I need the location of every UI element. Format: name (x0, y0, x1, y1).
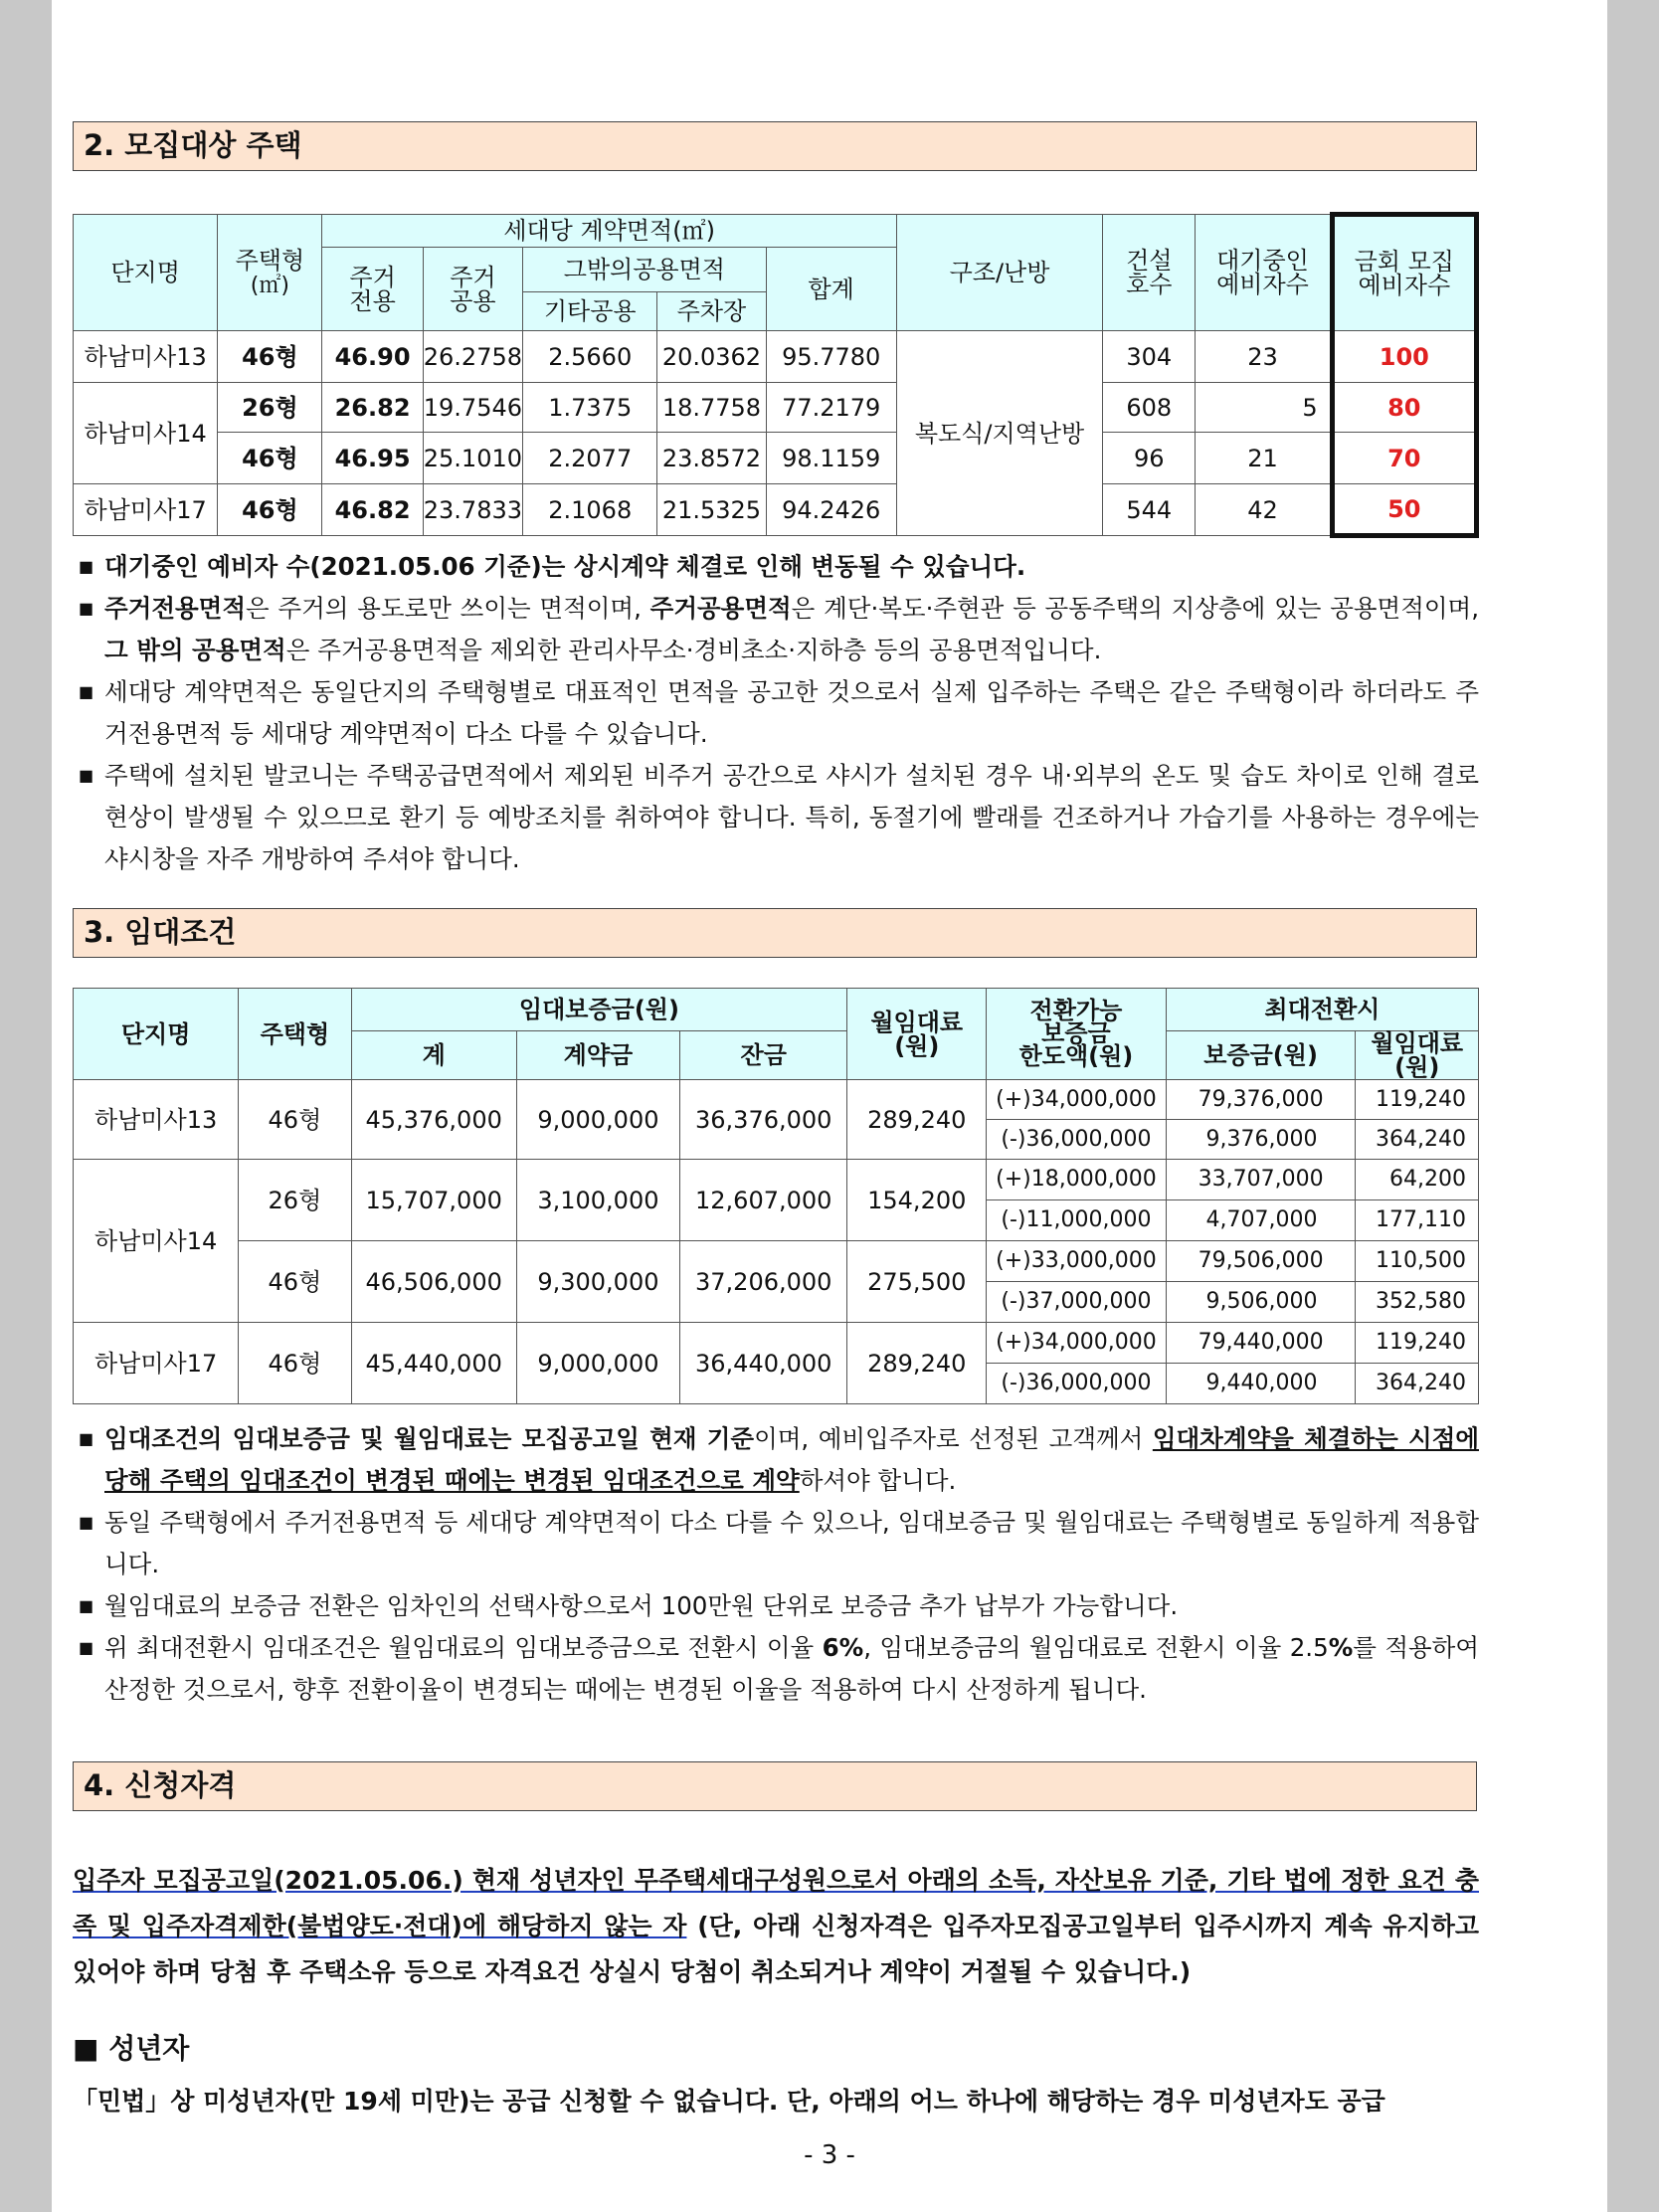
cell-complex: 하남미사13 (74, 331, 218, 383)
cell-convert-limit: (+)18,000,000 (987, 1160, 1167, 1200)
col-recruit: 금회 모집 예비자수 (1332, 215, 1476, 331)
cell-max-rent: 352,580 (1356, 1282, 1479, 1323)
cell-sum: 45,376,000 (351, 1080, 516, 1160)
cell-other-etc: 1.7375 (523, 383, 657, 433)
cell-recruit: 50 (1332, 484, 1476, 536)
cell-max-rent: 364,240 (1356, 1364, 1479, 1404)
cell-rent: 289,240 (847, 1080, 987, 1160)
col-complex: 단지명 (74, 215, 218, 331)
cell-parking: 23.8572 (657, 433, 766, 484)
cell-recruit: 100 (1332, 331, 1476, 383)
cell-contract: 9,000,000 (516, 1080, 679, 1160)
col-max-rent: 월임대료(원) (1356, 1031, 1479, 1080)
col-other-etc: 기타공용 (523, 292, 657, 331)
cell-type: 26형 (218, 383, 322, 433)
table-row (74, 383, 1477, 433)
table-row (74, 484, 1477, 536)
housing-table (73, 212, 1479, 538)
table-row (74, 331, 1477, 383)
cell-waiting: 5 (1196, 383, 1332, 433)
cell-units: 304 (1103, 331, 1196, 383)
cell-convert-limit: (-)37,000,000 (987, 1282, 1167, 1323)
bullet-icon: ■ (79, 682, 94, 701)
cell-convert-limit: (+)34,000,000 (987, 1080, 1167, 1120)
note-item: ■ 세대당 계약면적은 동일단지의 주택형별로 대표적인 면적을 공고한 것으로서 실제 입주하는 주택은 같은 주택형이라 하더라도 주거전용면적 등 세대당 계약면적이 다소 다를 수 있습니다. (73, 671, 1479, 755)
cell-common: 19.7546 (423, 383, 522, 433)
cell-convert-limit: (-)36,000,000 (987, 1120, 1167, 1160)
cell-parking: 20.0362 (657, 331, 766, 383)
note-item: ■ 대기중인 예비자 수(2021.05.06 기준)는 상시계약 체결로 인해 변동될 수 있습니다. (73, 546, 1479, 588)
cell-balance: 36,376,000 (680, 1080, 847, 1160)
bullet-icon: ■ (79, 1513, 94, 1532)
page-number: - 3 - (804, 2140, 855, 2170)
cell-structure: 복도식/지역난방 (896, 331, 1102, 536)
section-2-notes (73, 546, 1479, 880)
cell-total: 98.1159 (766, 433, 896, 484)
cell-recruit: 80 (1332, 383, 1476, 433)
cell-max-rent: 119,240 (1356, 1080, 1479, 1120)
cell-sum: 15,707,000 (351, 1160, 516, 1241)
cell-balance: 36,440,000 (680, 1323, 847, 1404)
note-item: ■ 임대조건의 임대보증금 및 월임대료는 모집공고일 현재 기준이며, 예비입주자로 선정된 고객께서 임대차계약을 체결하는 시점에 당해 주택의 임대조건이 변경된 때에는 변경된 임대조건으로 계약하셔야 합니다. (73, 1418, 1479, 1502)
table-row (74, 433, 1477, 484)
col-sum: 계 (351, 1031, 516, 1080)
cell-max-rent: 364,240 (1356, 1120, 1479, 1160)
section-3-notes (73, 1418, 1479, 1711)
cell-sum: 46,506,000 (351, 1241, 516, 1323)
cell-complex: 하남미사14 (74, 1160, 239, 1323)
cell-max-deposit: 9,440,000 (1166, 1364, 1356, 1404)
cell-type: 46형 (218, 484, 322, 536)
cell-max-rent: 119,240 (1356, 1323, 1479, 1364)
cell-convert-limit: (-)11,000,000 (987, 1200, 1167, 1241)
cell-complex: 하남미사17 (74, 1323, 239, 1404)
table-row (74, 1323, 1479, 1364)
section-4-title: 4. 신청자격 (73, 1761, 1477, 1811)
col-area: 세대당 계약면적(㎡) (322, 215, 896, 248)
cell-parking: 21.5325 (657, 484, 766, 536)
bullet-icon: ■ (79, 1638, 94, 1657)
cell-rent: 154,200 (847, 1160, 987, 1241)
cell-common: 25.1010 (423, 433, 522, 484)
cell-convert-limit: (-)36,000,000 (987, 1364, 1167, 1404)
table-row (74, 1241, 1479, 1282)
cell-sum: 45,440,000 (351, 1323, 516, 1404)
cell-balance: 12,607,000 (680, 1160, 847, 1241)
cell-units: 608 (1103, 383, 1196, 433)
col-type: 주택형 (239, 989, 351, 1080)
cell-waiting: 42 (1196, 484, 1332, 536)
cell-max-deposit: 4,707,000 (1166, 1200, 1356, 1241)
cell-waiting: 21 (1196, 433, 1332, 484)
cell-total: 77.2179 (766, 383, 896, 433)
rent-table (73, 988, 1479, 1404)
cell-total: 95.7780 (766, 331, 896, 383)
cell-exclusive: 46.95 (322, 433, 423, 484)
col-total: 합계 (766, 248, 896, 331)
col-other-common: 그밖의공용면적 (523, 248, 766, 292)
col-convert-limit: 전환가능 보증금 한도액(원) (987, 989, 1167, 1080)
cell-complex: 하남미사17 (74, 484, 218, 536)
cell-max-rent: 110,500 (1356, 1241, 1479, 1282)
cell-max-deposit: 9,376,000 (1166, 1120, 1356, 1160)
col-common: 주거 공용 (423, 248, 522, 331)
cell-units: 544 (1103, 484, 1196, 536)
cell-complex: 하남미사13 (74, 1080, 239, 1160)
cell-exclusive: 26.82 (322, 383, 423, 433)
cell-max-rent: 64,200 (1356, 1160, 1479, 1200)
col-balance: 잔금 (680, 1031, 847, 1080)
bullet-icon: ■ (79, 599, 94, 618)
col-max-deposit: 보증금(원) (1166, 1031, 1356, 1080)
cell-max-deposit: 33,707,000 (1166, 1160, 1356, 1200)
cell-total: 94.2426 (766, 484, 896, 536)
cell-exclusive: 46.82 (322, 484, 423, 536)
cell-recruit: 70 (1332, 433, 1476, 484)
table-row (74, 1080, 1479, 1120)
cell-max-deposit: 79,440,000 (1166, 1323, 1356, 1364)
cell-balance: 37,206,000 (680, 1241, 847, 1323)
cell-rent: 275,500 (847, 1241, 987, 1323)
section-2-title: 2. 모집대상 주택 (73, 121, 1477, 171)
cell-max-deposit: 79,376,000 (1166, 1080, 1356, 1120)
minor-paragraph: 「민법」상 미성년자(만 19세 미만)는 공급 신청할 수 없습니다. 단, 아래의 어느 하나에 해당하는 경우 미성년자도 공급 (73, 2087, 1385, 2116)
eligibility-paragraph: 입주자 모집공고일(2021.05.06.) 현재 성년자인 무주택세대구성원으로서 아래의 소득, 자산보유 기준, 기타 법에 정한 요건 충족 및 입주자격제한(불법양도·전대)에 해당하지 않는 자 (단, 아래 신청자격은 입주자모집공고일부터 입주시까지 계속 유지하고 있어야 하며 당첨 후 주택소유 등으로 자격요건 상실시 당첨이 취소되거나 계약이 거절될 수 있습니다.) (73, 1866, 1480, 1986)
section-3-title: 3. 임대조건 (73, 908, 1477, 958)
cell-contract: 9,000,000 (516, 1323, 679, 1404)
cell-exclusive: 46.90 (322, 331, 423, 383)
note-item: ■ 동일 주택형에서 주거전용면적 등 세대당 계약면적이 다소 다를 수 있으나, 임대보증금 및 월임대료는 주택형별로 동일하게 적용합니다. (73, 1502, 1479, 1585)
cell-max-rent: 177,110 (1356, 1200, 1479, 1241)
cell-type: 46형 (239, 1241, 351, 1323)
cell-contract: 9,300,000 (516, 1241, 679, 1323)
bullet-icon: ■ (79, 1429, 94, 1448)
cell-other-etc: 2.2077 (523, 433, 657, 484)
col-structure: 구조/난방 (896, 215, 1102, 331)
cell-other-etc: 2.1068 (523, 484, 657, 536)
note-item: ■ 주택에 설치된 발코니는 주택공급면적에서 제외된 비주거 공간으로 샤시가 설치된 경우 내·외부의 온도 및 습도 차이로 인해 결로 현상이 발생될 수 있으므로 환기 등 예방조치를 취하여야 합니다. 특히, 동절기에 빨래를 건조하거나 가습기를 사용하는 경우에는 샤시창을 자주 개방하여 주셔야 합니다. (73, 755, 1479, 880)
col-waiting: 대기중인 예비자수 (1196, 215, 1332, 331)
cell-units: 96 (1103, 433, 1196, 484)
cell-convert-limit: (+)33,000,000 (987, 1241, 1167, 1282)
cell-complex: 하남미사14 (74, 383, 218, 484)
note-item: ■ 월임대료의 보증금 전환은 임차인의 선택사항으로서 100만원 단위로 보증금 추가 납부가 가능합니다. (73, 1585, 1479, 1627)
col-max-convert: 최대전환시 (1166, 989, 1478, 1031)
bullet-icon: ■ (79, 557, 94, 576)
cell-parking: 18.7758 (657, 383, 766, 433)
cell-other-etc: 2.5660 (523, 331, 657, 383)
cell-type: 46형 (239, 1080, 351, 1160)
cell-type: 46형 (239, 1323, 351, 1404)
note-item: ■ 위 최대전환시 임대조건은 월임대료의 임대보증금으로 전환시 이율 6%, 임대보증금의 월임대료로 전환시 이율 2.5%를 적용하여 산정한 것으로서, 향후 전환이율이 변경되는 때에는 변경된 이율을 적용하여 다시 산정하게 됩니다. (73, 1627, 1479, 1711)
cell-type: 46형 (218, 331, 322, 383)
note-item: ■ 주거전용면적은 주거의 용도로만 쓰이는 면적이며, 주거공용면적은 계단·복도·주현관 등 공동주택의 지상층에 있는 공용면적이며, 그 밖의 공용면적은 주거공용면적을 제외한 관리사무소·경비초소·지하층 등의 공용면적입니다. (73, 588, 1479, 671)
cell-max-deposit: 79,506,000 (1166, 1241, 1356, 1282)
col-exclusive: 주거 전용 (322, 248, 423, 331)
cell-rent: 289,240 (847, 1323, 987, 1404)
cell-convert-limit: (+)34,000,000 (987, 1323, 1167, 1364)
cell-waiting: 23 (1196, 331, 1332, 383)
cell-contract: 3,100,000 (516, 1160, 679, 1241)
cell-type: 46형 (218, 433, 322, 484)
col-complex: 단지명 (74, 989, 239, 1080)
table-row (74, 1160, 1479, 1200)
col-units: 건설 호수 (1103, 215, 1196, 331)
cell-max-deposit: 9,506,000 (1166, 1282, 1356, 1323)
col-contract: 계약금 (516, 1031, 679, 1080)
adult-subheading: ■ 성년자 (73, 2032, 190, 2065)
col-deposit: 임대보증금(원) (351, 989, 847, 1031)
bullet-icon: ■ (79, 766, 94, 785)
col-rent: 월임대료 (원) (847, 989, 987, 1080)
bullet-icon: ■ (79, 1596, 94, 1615)
col-type: 주택형 (㎡) (218, 215, 322, 331)
cell-common: 26.2758 (423, 331, 522, 383)
col-parking: 주차장 (657, 292, 766, 331)
cell-type: 26형 (239, 1160, 351, 1241)
cell-common: 23.7833 (423, 484, 522, 536)
